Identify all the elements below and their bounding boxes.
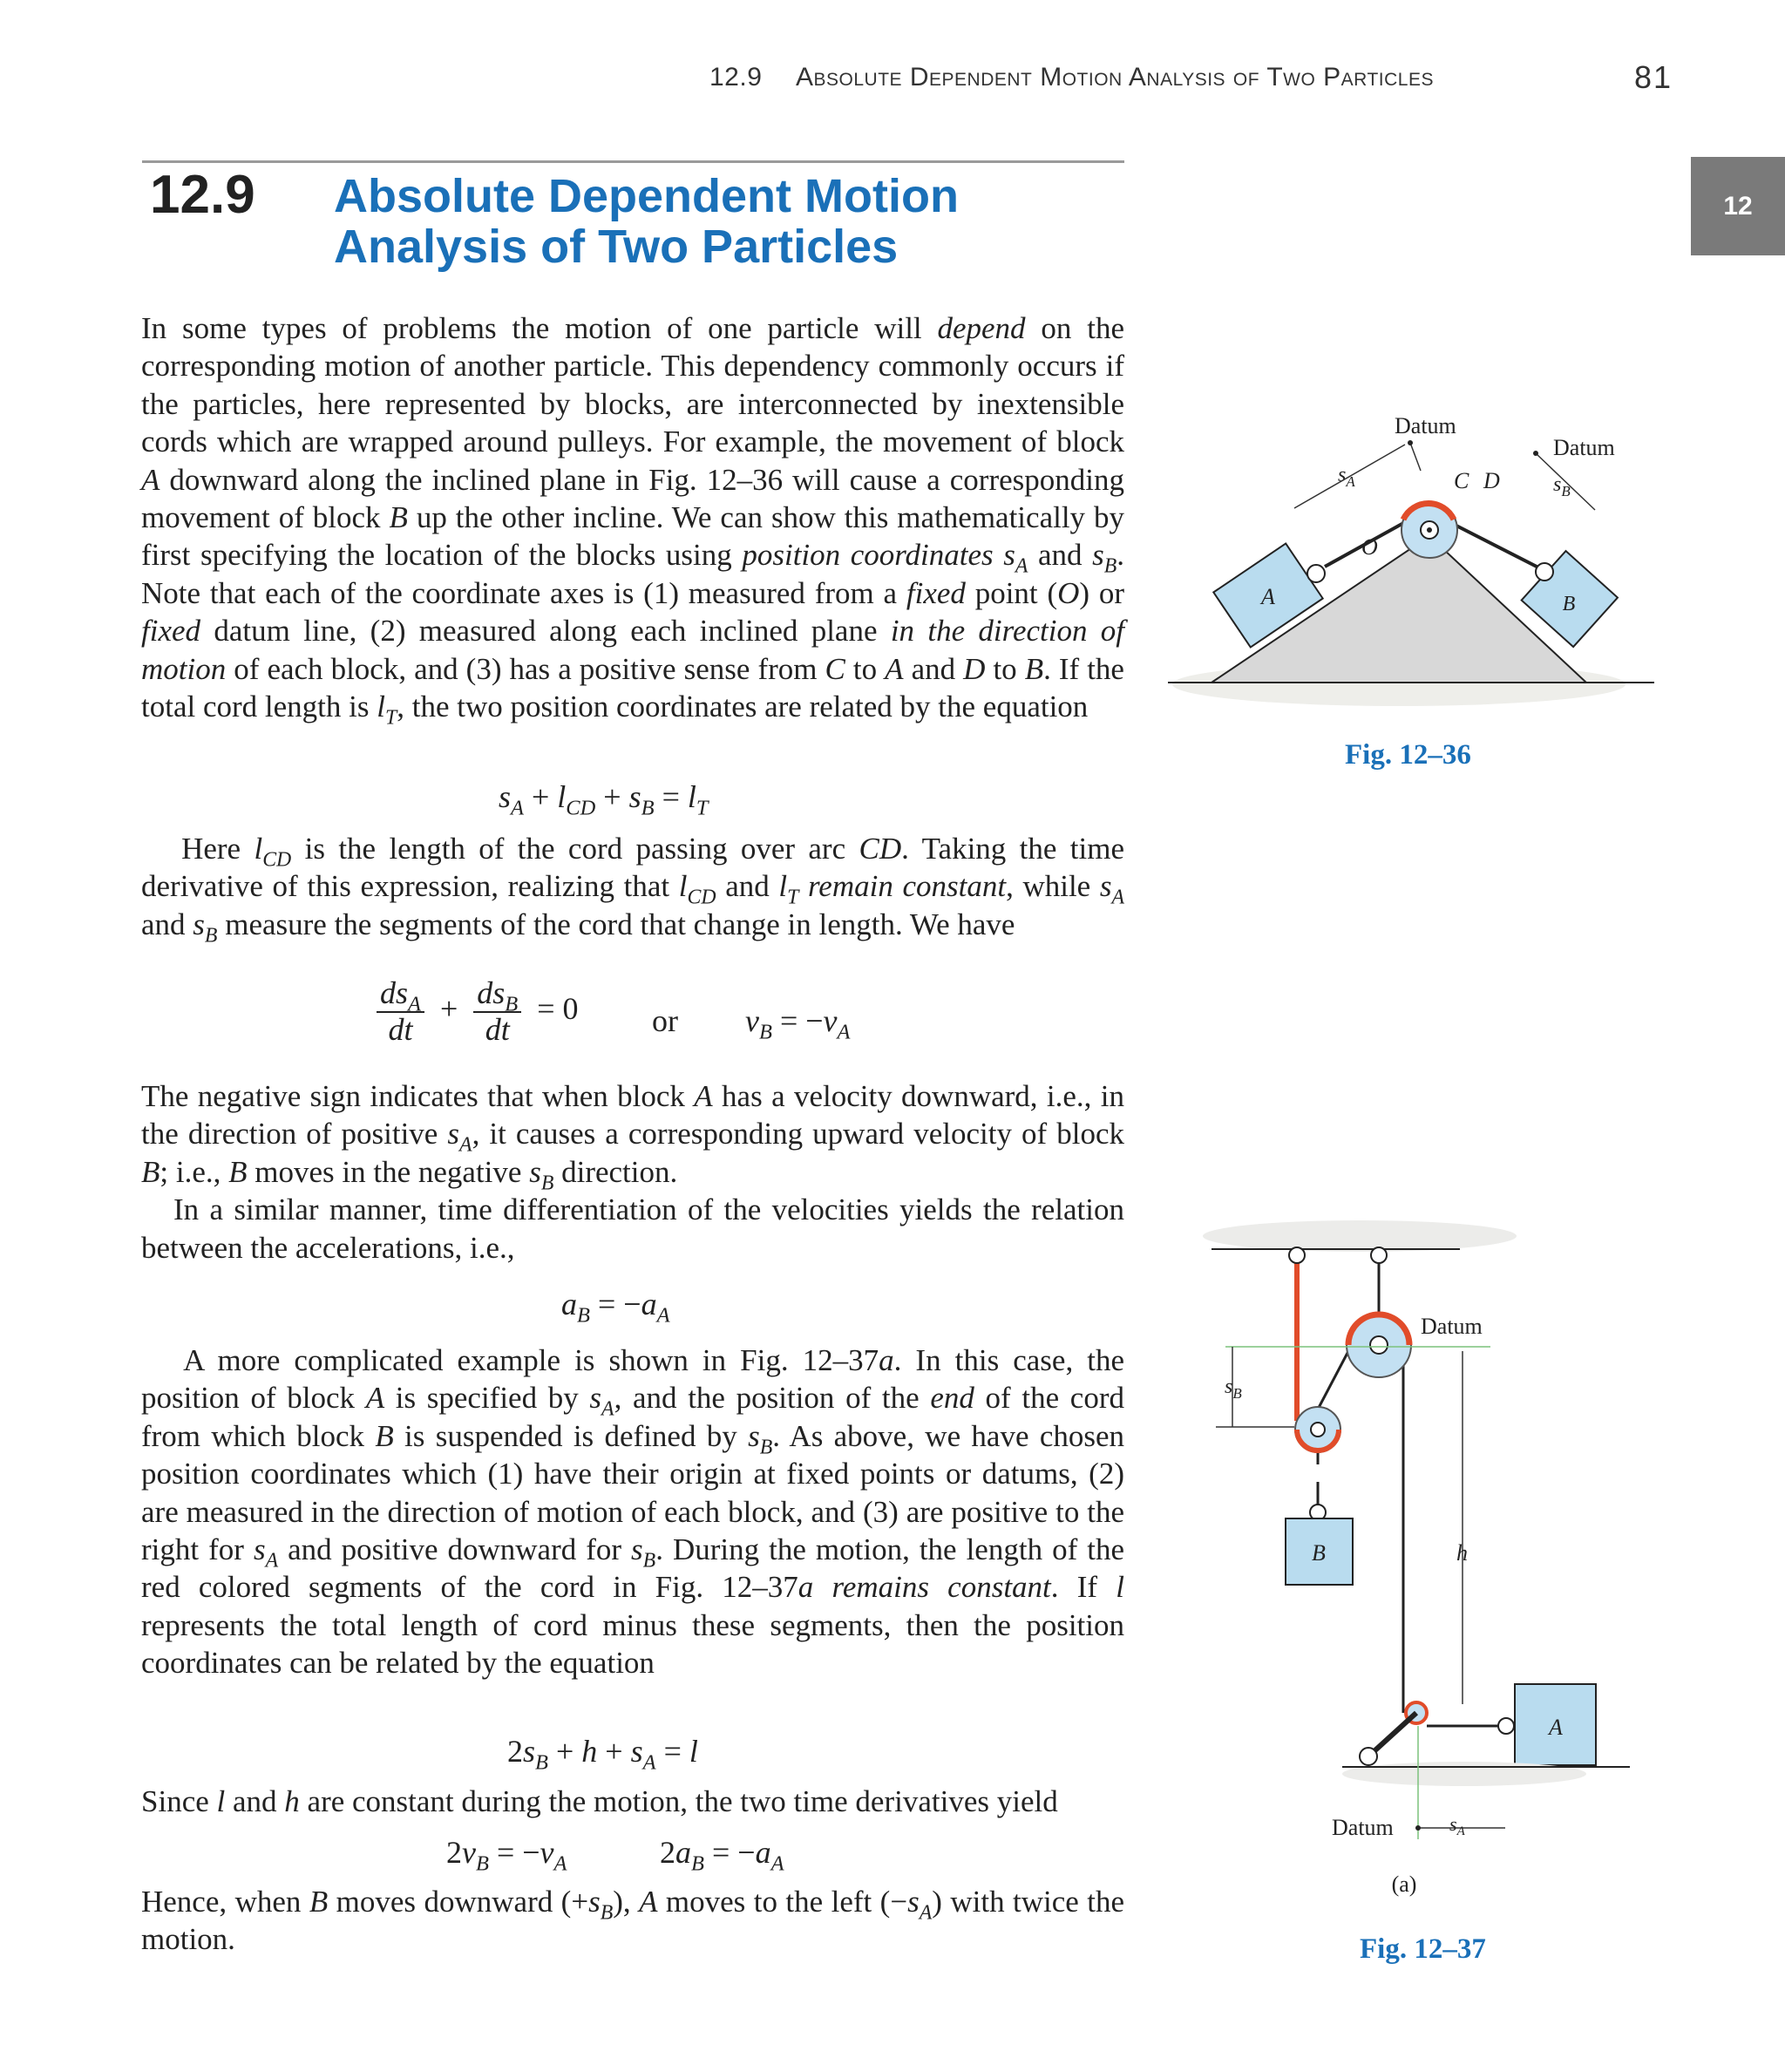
paragraph-negative-sign: The negative sign indicates that when block A has a velocity downward, i.e., in the direction of positive $s_A$, it causes a corresponding upward velocity of block B; i.e., B moves in the negative $s_B$ direction. In a similar manner, time differentiation of the velocities yields the relation between the accelerations, i.e., bbox=[141, 1079, 1125, 1265]
fig37-sublabel: (a) bbox=[1391, 1872, 1417, 1897]
paragraph-intro: In some types of problems the motion of one particle will depend on the corresponding motion of another particle. This dependency commonly occurs if the particles, here represented by blocks, are interconnected by inextensible cords which are wrapped around pulleys. For example, the movement of block A downward along the inclined plane in Fig. 12–36 will cause a corresponding movement of block B up the other incline. We can show this mathematically by first specifying the location of the blocks using position coordinates $s_A$ and $s_B$. Note that each of the coordinate axes is (1) measured from a fixed point (O) or fixed datum line, (2) measured along each inclined plane in the direction of motion of each block, and (3) has a positive sense from C to A and D to B. If the total cord length is $l_T$, the two position coordinates are related by the equation bbox=[141, 311, 1125, 730]
fig36-label-O: O bbox=[1361, 534, 1378, 560]
running-header-title: Absolute Dependent Motion Analysis of Two Particles bbox=[796, 63, 1434, 92]
paragraph-since: Since l and h are constant during the motion, the two time derivatives yield bbox=[141, 1784, 1058, 1818]
chapter-tab-label: 12 bbox=[1723, 191, 1753, 221]
equation-2sb: $2s_B + h + s_A = l$ bbox=[507, 1734, 698, 1775]
equation-velocity: $\frac{ds_A}{dt}$ + $\frac{ds_B}{dt}$ = 0 bbox=[377, 976, 579, 1047]
equation-2ab: $2a_B = -a_A$ bbox=[660, 1835, 784, 1876]
fig37-datum-top: Datum bbox=[1421, 1314, 1483, 1339]
fig36-caption: Fig. 12–36 bbox=[1345, 739, 1471, 771]
equation-2vb: $2v_B = -v_A$ bbox=[446, 1835, 567, 1876]
fig36-label-C: C bbox=[1454, 468, 1469, 493]
figure-12-36-diagram bbox=[1159, 401, 1665, 706]
section-rule bbox=[142, 160, 1124, 163]
page-number: 81 bbox=[1634, 59, 1673, 95]
fig36-datum-right: Datum bbox=[1553, 435, 1615, 460]
paragraph-derivative: Here $l_{CD}$ is the length of the cord passing over arc CD. Taking the time derivative of this expression, realizing that $l_{CD}$ and $l_T$ remain constant, while $s_A$ and $s_B$ measure the segments of the cord that change in length. We have bbox=[141, 832, 1124, 948]
fig36-label-D: D bbox=[1483, 468, 1500, 493]
fig37-label-B: B bbox=[1312, 1540, 1326, 1566]
fig37-label-A: A bbox=[1549, 1715, 1563, 1740]
equation-or: or bbox=[652, 1003, 678, 1038]
running-header-section-number: 12.9 bbox=[709, 63, 763, 92]
fig37-label-sA: $s_A$ bbox=[1449, 1813, 1465, 1838]
fig36-label-sB: $s_B$ bbox=[1553, 473, 1571, 499]
paragraph-conclusion: Hence, when B moves downward $(+s_B)$, A moves to the left $(-s_A)$ with twice the motion. bbox=[141, 1885, 1125, 1957]
equation-acceleration: $a_B = -a_A$ bbox=[561, 1287, 670, 1328]
fig37-datum-bottom: Datum bbox=[1332, 1815, 1394, 1840]
fig36-datum-left: Datum bbox=[1395, 413, 1456, 438]
section-number: 12.9 bbox=[150, 165, 255, 225]
figure-12-37-diagram bbox=[1203, 1216, 1639, 1897]
section-title: Absolute Dependent Motion Analysis of Two Particles bbox=[334, 170, 959, 273]
fig36-label-A: A bbox=[1261, 584, 1275, 609]
fig37-caption: Fig. 12–37 bbox=[1360, 1933, 1486, 1965]
equation-vb-va: $v_B = -v_A$ bbox=[745, 1003, 851, 1044]
fig37-label-h: h bbox=[1456, 1540, 1468, 1566]
fig36-label-sA: $s_A$ bbox=[1338, 464, 1355, 490]
paragraph-complicated-example: A more complicated example is shown in Fig. 12–37a. In this case, the position of block A is specified by $s_A$, and the position of the end of the cord from which block B is suspended is defined by $s_B$. As above, we have chosen position coordinates which (1) have their origin at fixed points or datums, (2) are measured in the direction of motion of each block, and (3) are positive to the right for $s_A$ and positive downward for $s_B$. During the motion, the length of the red colored segments of the cord in Fig. 12–37a remains constant. If l represents the total length of cord minus these segments, then the position coordinates can be related by the equation bbox=[141, 1343, 1125, 1681]
equation-cord-length: $s_A + l_{CD} + s_B = l_T$ bbox=[499, 779, 709, 820]
fig36-label-B: B bbox=[1562, 593, 1576, 615]
fig37-label-sB: $s_B$ bbox=[1225, 1376, 1242, 1402]
chapter-tab[interactable] bbox=[1691, 157, 1785, 255]
